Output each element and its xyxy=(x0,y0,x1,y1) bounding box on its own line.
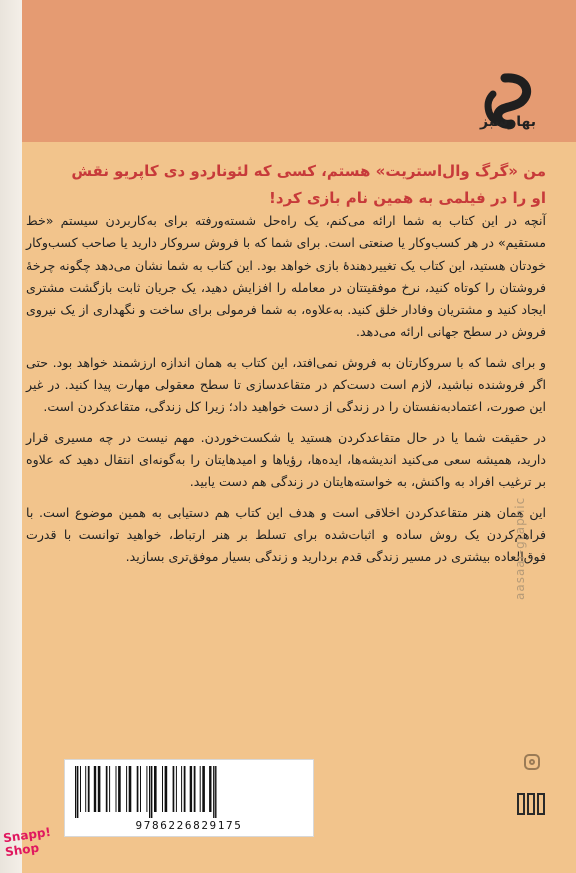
paragraph-2: و برای شما که با سروکارتان به فروش نمی‌افتد، این کتاب به همان اندازه ارزشمند خواهد بود. حتی اگر فروشنده نباشید، لازم است دست‌کم در متقاعدسازی تا سطح معقولی مهارت پیدا کنید. در غیر این صورت، اعتمادبه‌نفستان را در زندگی از دست خواهید داد؛ زیرا کل زندگی، متقاعدکردن است. xyxy=(26,354,546,415)
designer-watermark: aasaar-graphic xyxy=(513,496,527,600)
publisher-mark-icon xyxy=(516,790,546,818)
cover-edge xyxy=(0,0,22,873)
intro-line-1: من «گرگ وال‌استریت» هستم، کسی که لئوناردو دی کاپریو نقش xyxy=(71,162,546,180)
publisher-name: بهارسبز xyxy=(479,114,536,130)
isbn-barcode xyxy=(64,759,314,837)
blurb-text xyxy=(26,210,546,576)
intro-line-2: او را در فیلمی به همین نام بازی کرد! xyxy=(269,189,546,207)
isbn-number: 9786226829175 xyxy=(135,819,243,832)
paragraph-4: این همان هنر متقاعدکردن اخلاقی است و هدف این کتاب هم دستیابی به همین موضوع است. با فراهم‌کردن یک روش ساده و اثبات‌شده برای تسلط بر هنر ارتباط، خواهید توانست با قدرت فوق‌العاده بیشتری در مسیر زندگی قدم بردارید و زندگی بسیار موفق‌تری بسازید. xyxy=(26,504,546,565)
instagram-icon xyxy=(524,754,540,770)
store-watermark xyxy=(2,825,53,859)
store-name-line-1: Snapp! xyxy=(2,824,52,846)
store-name-line-2: Shop xyxy=(4,840,40,860)
paragraph-3: در حقیقت شما یا در حال متقاعدکردن هستید یا شکست‌خوردن. مهم نیست در چه مسیری قرار دارید، همیشه سعی می‌کنید اندیشه‌ها، ایده‌ها، رؤیاها و امیدهایتان را به‌گونه‌ای انتقال دهید که علاوه بر ترغیب افراد به واکنش، به خواسته‌هایتان در زندگی هم دست یابید. xyxy=(26,429,546,490)
barcode-bars xyxy=(73,766,305,818)
intro-quote xyxy=(28,158,546,212)
paragraph-1: آنچه در این کتاب به شما ارائه می‌کنم، یک راه‌حل شسته‌ورفته برای به‌کاربردن سیستم «خط مستقیم» در هر کسب‌وکار یا صنعتی است. برای شما که با فروش سروکار دارید یا صاحب کسب‌وکار خودتان هستید، این کتاب یک تغییردهندهٔ بازی خواهد بود. این کتاب به شما نشان می‌دهد چگونه چرخهٔ فروشتان را کوتاه کنید، نرخ موفقیتتان در معامله را افزایش دهید، یک جریان ثابت بازگشت مشتری ایجاد کنید و مشتریان وفادار خلق کنید. به‌علاوه، به شما فرمولی برای ساخت و نگهداری از یک نیروی فروش در سطح جهانی ارائه می‌دهد. xyxy=(25,213,546,340)
